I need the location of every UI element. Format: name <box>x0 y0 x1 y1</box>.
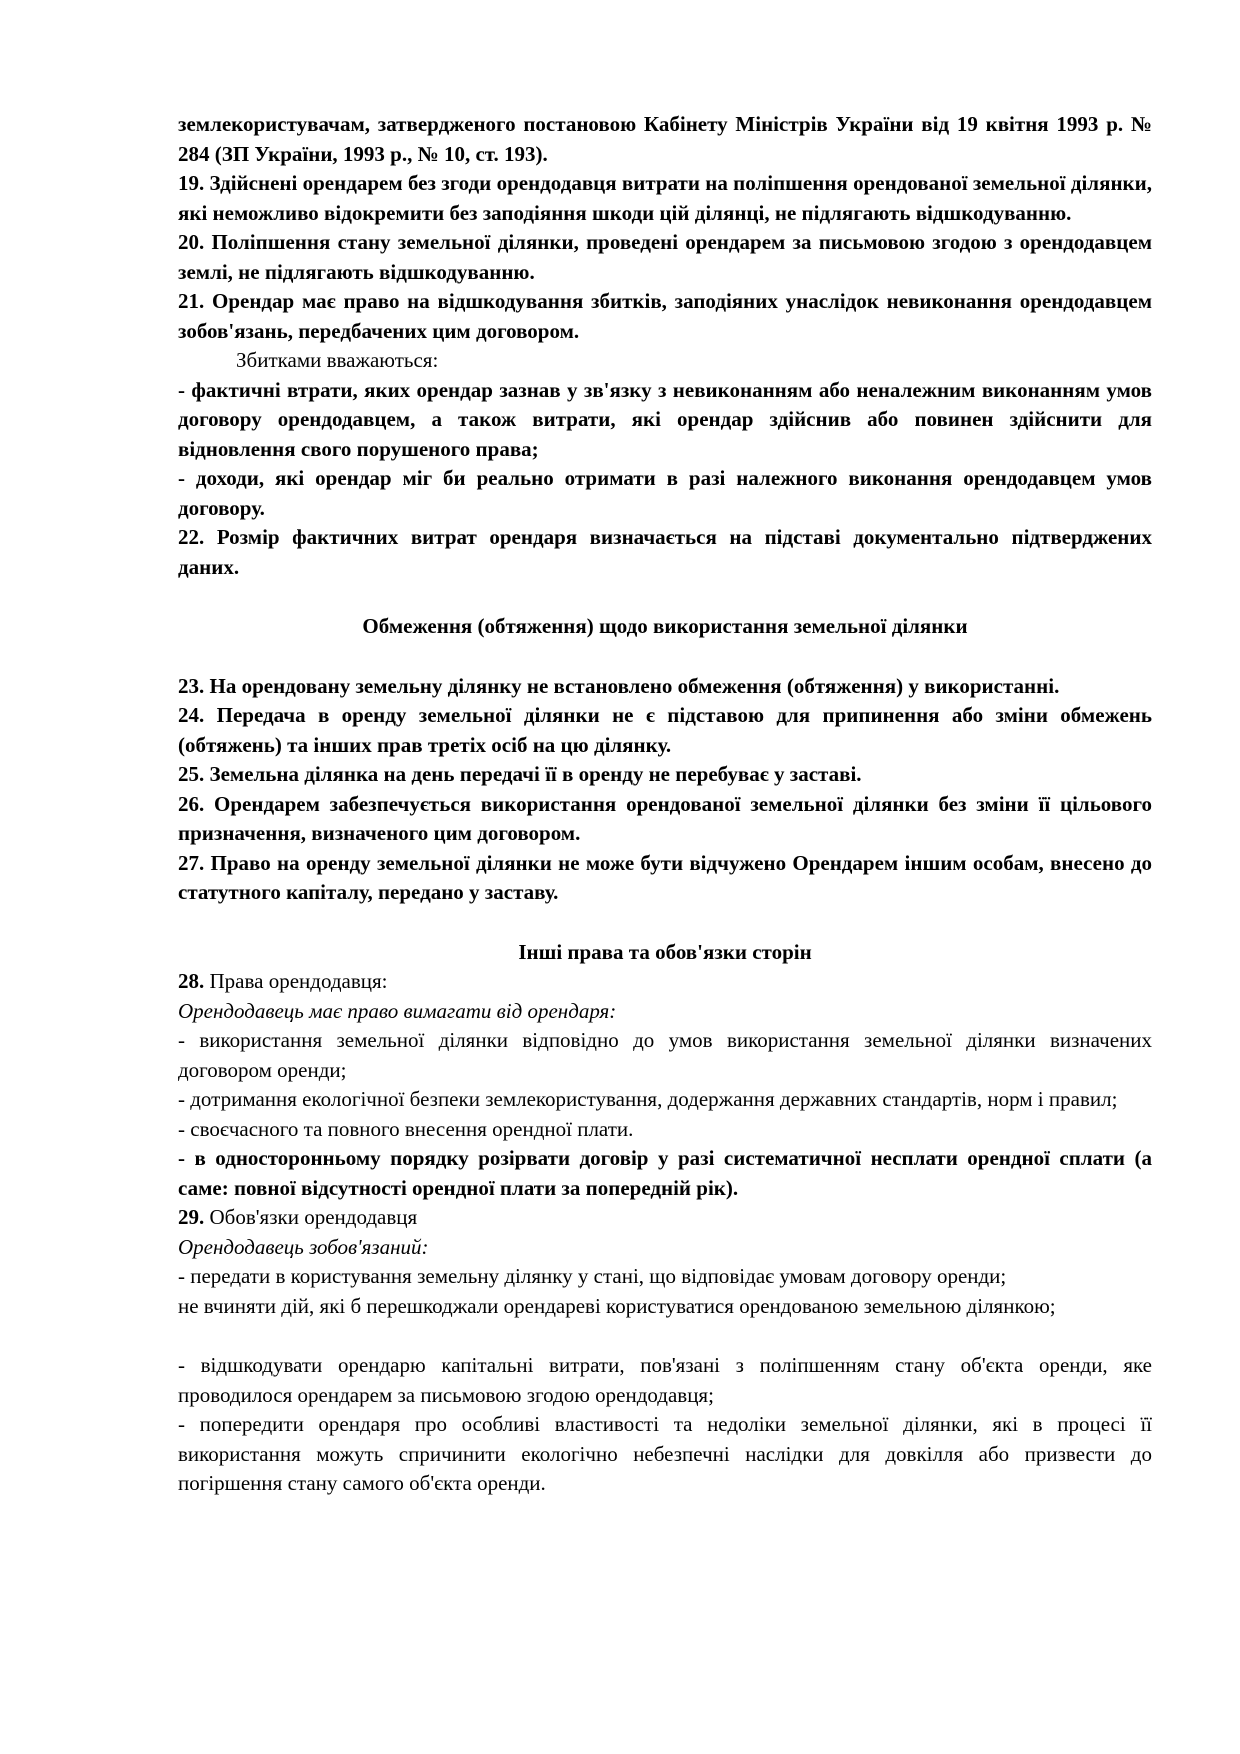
clause-number: 25. <box>178 762 205 786</box>
losses-label: Збитками вважаються: <box>236 348 439 372</box>
clause-21 <box>178 287 1152 346</box>
clause-text: Обов'язки орендодавця <box>204 1205 418 1229</box>
clause-text: Право на оренду земельної ділянки не може бути відчужено Орендарем іншим особам, внесено до статутного капіталу, передано у заставу. <box>178 850 1152 904</box>
clause-27 <box>178 849 1152 908</box>
clause-number: 26. <box>178 791 205 816</box>
clause-28 <box>178 967 1152 997</box>
clause-text: Розмір фактичних витрат орендаря визначається на підставі документально підтверджених даних. <box>178 525 1152 579</box>
spacer <box>178 582 1152 612</box>
clause-29-item-4: - попередити орендаря про особливі властивості та недоліки земельної ділянки, які в процесі її використання можуть спричинити екологічно небезпечні наслідки для довкілля або призвести до погіршення стану самого об'єкта оренди. <box>178 1412 1152 1495</box>
spacer <box>178 1321 1152 1351</box>
clause-28-item-2: - дотримання екологічної безпеки землекористування, додержання державних стандартів, норм і правил; <box>178 1087 1118 1111</box>
losses-item-2: - доходи, які орендар міг би реально отримати в разі належного виконання орендодавцем умов договору. <box>178 466 1152 520</box>
clause-22 <box>178 523 1152 582</box>
clause-number: 28. <box>178 969 205 993</box>
clause-text: На орендовану земельну ділянку не встановлено обмеження (обтяження) у використанні. <box>204 673 1060 698</box>
intro-continuation: землекористувачам, затвердженого постановою Кабінету Міністрів України від 19 квітня 1993 р. № 284 (ЗП України, 1993 р., № 10, ст. 193). <box>178 112 1152 166</box>
clause-number: 29. <box>178 1205 205 1229</box>
clause-text: Здійснені орендарем без згоди орендодавця витрати на поліпшення орендованої земельної ділянки, які неможливо відокремити без заподіяння шкоди цій ділянці, не підлягають відшкодуванню. <box>178 171 1152 225</box>
clause-number: 27. <box>178 850 205 875</box>
clause-number: 21. <box>178 289 205 313</box>
clause-number: 22. <box>178 525 205 549</box>
clause-text: Передача в оренду земельної ділянки не є підставою для припинення або зміни обмежень (обтяжень) та інших прав третіх осіб на цю ділянку. <box>178 703 1152 757</box>
section-heading-restrictions: Обмеження (обтяження) щодо використання земельної ділянки <box>362 614 968 638</box>
clause-number: 20. <box>178 230 205 254</box>
clause-28-item-1: - використання земельної ділянки відповідно до умов використання земельної ділянки визначених договором оренди; <box>178 1028 1152 1082</box>
spacer <box>178 642 1152 672</box>
clause-text: Поліпшення стану земельної ділянки, проведені орендарем за письмовою згодою з орендодавцем землі, не підлягають відшкодуванню. <box>178 230 1152 284</box>
clause-28-item-3: - своєчасного та повного внесення орендної плати. <box>178 1116 634 1141</box>
clause-text: Земельна ділянка на день передачі її в оренду не перебуває у заставі. <box>204 762 862 786</box>
clause-20 <box>178 228 1152 287</box>
clause-text: Орендарем забезпечується використання орендованої земельної ділянки без зміни її цільового призначення, визначеного цим договором. <box>178 791 1152 845</box>
clause-28-item-4: - в односторонньому порядку розірвати договір у разі систематичної несплати орендної сплати (а саме: повної відсутності орендної плати за попередній рік). <box>178 1146 1152 1200</box>
clause-29-item-3: - відшкодувати орендарю капітальні витрати, пов'язані з поліпшенням стану об'єкта оренди, яке проводилося орендарем за письмовою згодою орендодавця; <box>178 1353 1152 1407</box>
clause-29-item-1: - передати в користування земельну ділянку у стані, що відповідає умовам договору оренди; <box>178 1264 1007 1288</box>
clause-23 <box>178 672 1152 702</box>
clause-28-intro: Орендодавець має право вимагати від орендаря: <box>178 998 617 1023</box>
clause-number: 23. <box>178 673 205 698</box>
spacer <box>178 908 1152 938</box>
losses-item-1: - фактичні втрати, яких орендар зазнав у зв'язку з невиконанням або неналежним виконанням умов договору орендодавцем, а також витрати, які орендар здійснив або повинен здійснити для відновлення свого порушеного права; <box>178 377 1152 461</box>
clause-29-item-2: не вчиняти дій, які б перешкоджали орендареві користуватися орендованою земельною ділянкою; <box>178 1293 1056 1318</box>
clause-text: Права орендодавця: <box>204 969 388 993</box>
clause-19 <box>178 169 1152 228</box>
clause-26 <box>178 790 1152 849</box>
clause-25 <box>178 760 1152 790</box>
clause-29-intro: Орендодавець зобов'язаний: <box>178 1234 429 1259</box>
clause-29 <box>178 1203 1152 1233</box>
clause-number: 19. <box>178 171 205 195</box>
clause-text: Орендар має право на відшкодування збитків, заподіяних унаслідок невиконання орендодавцем зобов'язань, передбачених цим договором. <box>178 289 1152 343</box>
section-heading-rights: Інші права та обов'язки сторін <box>518 939 812 964</box>
clause-number: 24. <box>178 703 205 727</box>
clause-24 <box>178 701 1152 760</box>
